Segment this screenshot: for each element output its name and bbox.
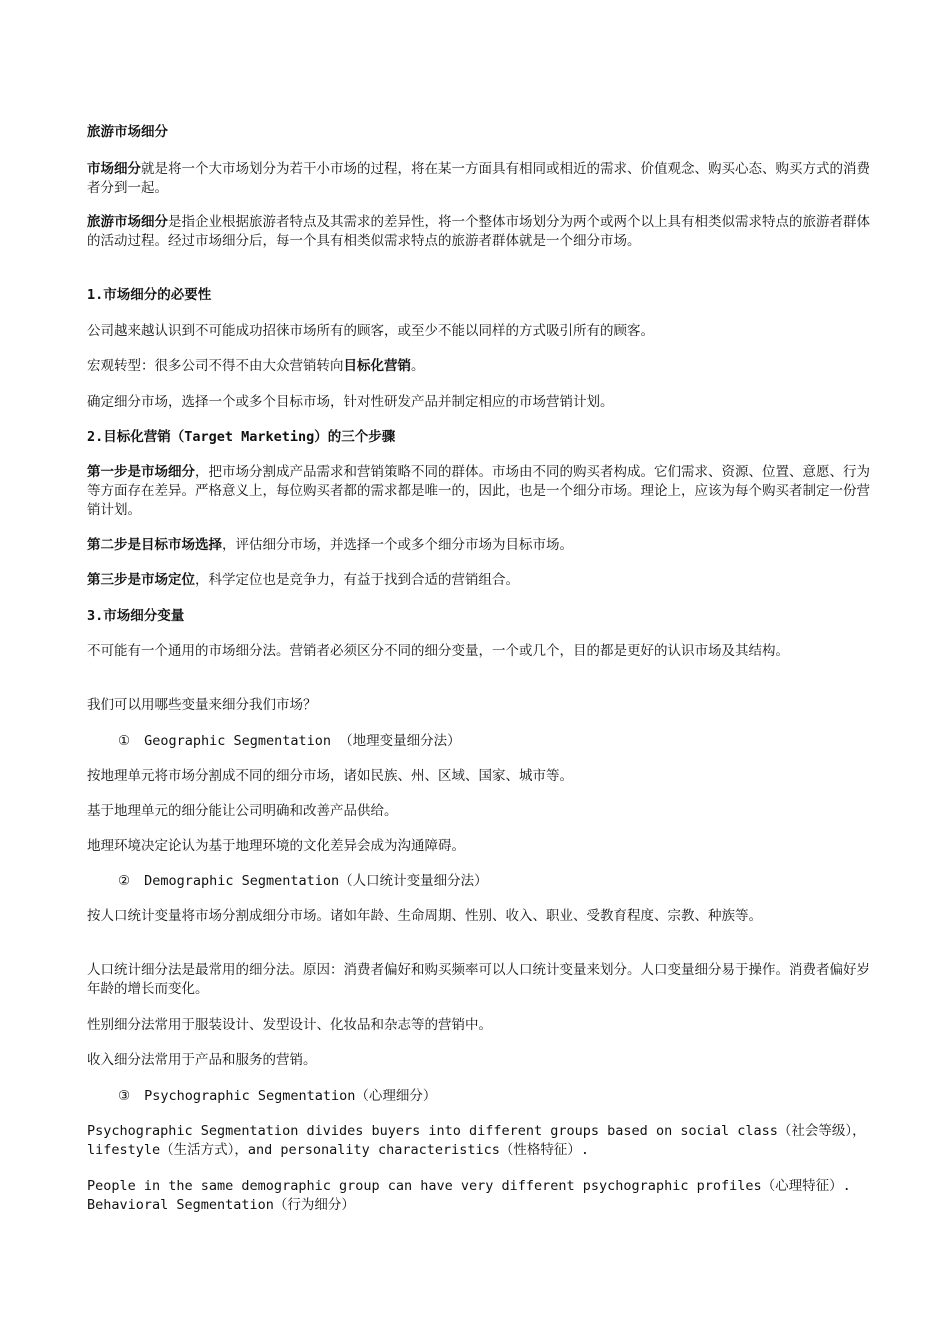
subheading-geographic xyxy=(118,732,902,751)
paragraph: 收入细分法常用于产品和服务的营销。 xyxy=(87,1052,317,1068)
circled-number: ② xyxy=(118,873,131,889)
paragraph-text: ，评估细分市场，并选择一个或多个细分市场为目标市场。 xyxy=(222,537,573,553)
subheading-demographic xyxy=(118,872,902,891)
paragraph-macro-transition xyxy=(87,357,871,376)
subheading-psychographic xyxy=(118,1087,902,1106)
subheading-text: Demographic Segmentation（人口统计变量细分法） xyxy=(144,873,488,889)
term-bold: 第一步是市场细分 xyxy=(87,464,195,480)
paragraph: 地理环境决定论认为基于地理环境的文化差异会成为沟通障碍。 xyxy=(87,838,465,854)
paragraph-text: 宏观转型：很多公司不得不由大众营销转向 xyxy=(87,358,344,374)
circled-number: ① xyxy=(118,733,131,749)
subheading-text: Geographic Segmentation （地理变量细分法） xyxy=(144,733,461,749)
paragraph-step-1 xyxy=(87,463,871,520)
circled-number: ③ xyxy=(118,1088,131,1104)
paragraph-text: ，把市场分割成产品需求和营销策略不同的群体。市场由不同的购买者构成。它们需求、资源、位置、意愿、行为等方面存在差异。严格意义上，每位购买者都的需求都是唯一的，因此，也是一个细分市场。理论上，应该为每个购买者制定一份营销计划。 xyxy=(87,464,870,518)
paragraph-step-2 xyxy=(87,536,871,555)
paragraph-text: 就是将一个大市场划分为若干小市场的过程，将在某一方面具有相同或相近的需求、价值观念、购买心态、购买方式的消费者分到一起。 xyxy=(87,161,870,196)
paragraph: 确定细分市场，选择一个或多个目标市场，针对性研发产品并制定相应的市场营销计划。 xyxy=(87,394,614,410)
term-bold: 旅游市场细分 xyxy=(87,214,168,230)
section-heading-2: 2.目标化营销（Target Marketing）的三个步骤 xyxy=(87,429,396,445)
paragraph-market-segmentation-definition xyxy=(87,160,871,198)
paragraph: 按人口统计变量将市场分割成细分市场。诸如年龄、生命周期、性别、收入、职业、受教育程度、宗教、种族等。 xyxy=(87,908,762,924)
section-heading-1: 1.市场细分的必要性 xyxy=(87,287,212,303)
term-bold: 目标化营销 xyxy=(343,358,411,374)
paragraph: 按地理单元将市场分割成不同的细分市场，诸如民族、州、区域、国家、城市等。 xyxy=(87,768,573,784)
paragraph-step-3 xyxy=(87,571,871,590)
paragraph: People in the same demographic group can have very different psychographic profiles（心理特征）. Behavioral Segmentation（行为细分） xyxy=(87,1178,851,1213)
term-bold: 第二步是目标市场选择 xyxy=(87,537,222,553)
term-bold: 市场细分 xyxy=(87,161,141,177)
paragraph: 不可能有一个通用的市场细分法。营销者必须区分不同的细分变量，一个或几个，目的都是更好的认识市场及其结构。 xyxy=(87,643,789,659)
document-title: 旅游市场细分 xyxy=(87,124,168,140)
paragraph: 我们可以用哪些变量来细分我们市场？ xyxy=(87,697,317,713)
section-heading-3: 3.市场细分变量 xyxy=(87,608,185,624)
paragraph-text: 是指企业根据旅游者特点及其需求的差异性，将一个整体市场划分为两个或两个以上具有相类似需求特点的旅游者群体的活动过程。经过市场细分后，每一个具有相类似需求特点的旅游者群体就是一个细分市场。 xyxy=(87,214,870,249)
paragraph-tourism-segmentation-definition xyxy=(87,213,871,251)
term-bold: 第三步是市场定位 xyxy=(87,572,195,588)
paragraph: 公司越来越认识到不可能成功招徕市场所有的顾客，或至少不能以同样的方式吸引所有的顾客。 xyxy=(87,323,654,339)
paragraph-text: 。 xyxy=(411,358,425,374)
paragraph: 性别细分法常用于服装设计、发型设计、化妆品和杂志等的营销中。 xyxy=(87,1017,492,1033)
paragraph: Psychographic Segmentation divides buyers into different groups based on social class（社会等级），lifestyle（生活方式），and personality characteristics（性格特征）. xyxy=(87,1123,866,1158)
paragraph: 人口统计细分法是最常用的细分法。原因：消费者偏好和购买频率可以人口统计变量来划分。人口变量细分易于操作。消费者偏好岁年龄的增长而变化。 xyxy=(87,962,870,997)
paragraph-text: ，科学定位也是竞争力，有益于找到合适的营销组合。 xyxy=(195,572,519,588)
paragraph: 基于地理单元的细分能让公司明确和改善产品供给。 xyxy=(87,803,398,819)
subheading-text: Psychographic Segmentation（心理细分） xyxy=(144,1088,437,1104)
